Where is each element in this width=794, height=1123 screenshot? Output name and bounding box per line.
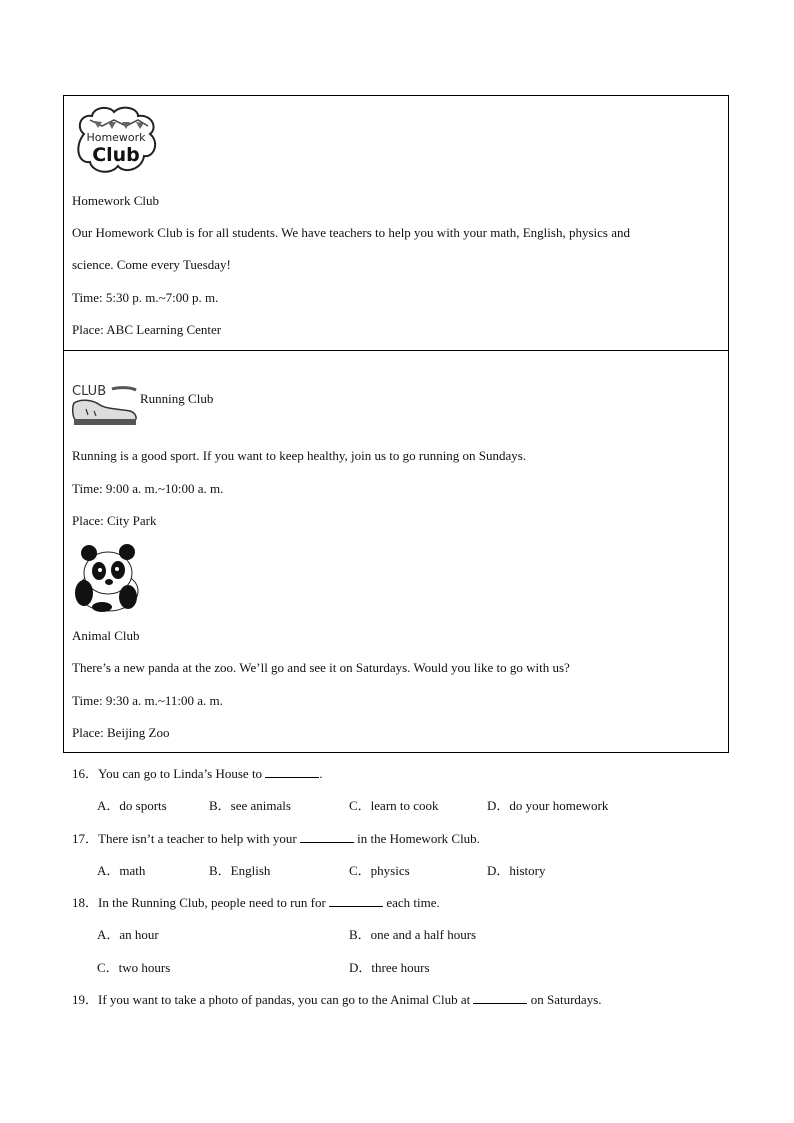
question-17: 17．There isn’t a teacher to help with your in the Homework Club. <box>72 831 480 846</box>
question-17-text: 17．There isn’t a teacher to help with your <box>72 831 300 846</box>
q18-option-c[interactable]: C．two hours <box>97 960 171 975</box>
answer-blank-18[interactable] <box>329 895 383 907</box>
answer-blank-16[interactable] <box>265 766 319 778</box>
question-19: 19．If you want to take a photo of pandas, you can go to the Animal Club at on Saturdays. <box>72 992 602 1007</box>
animal-club-title: Animal Club <box>72 628 140 643</box>
running-club-desc: Running is a good sport. If you want to keep healthy, join us to go running on Sundays. <box>72 448 527 463</box>
running-logo-text: CLUB <box>72 384 107 399</box>
homework-club-desc-line1: Our Homework Club is for all students. We have teachers to help you with your math, English, physics and <box>72 225 630 240</box>
homework-club-desc-line2: science. Come every Tuesday! <box>72 257 231 272</box>
homework-logo-text-bottom: Club <box>92 144 140 166</box>
question-16: 16．You can go to Linda’s House to . <box>72 766 323 781</box>
running-club-place: Place: City Park <box>72 513 157 528</box>
animal-club-desc: There’s a new panda at the zoo. We’ll go and see it on Saturdays. Would you like to go with us? <box>72 660 570 675</box>
homework-club-place: Place: ABC Learning Center <box>72 322 222 337</box>
question-18-text: 18．In the Running Club, people need to run for <box>72 895 330 910</box>
question-19-text: 19．If you want to take a photo of pandas, you can go to the Animal Club at <box>72 992 474 1007</box>
answer-blank-17[interactable] <box>300 831 354 843</box>
answer-blank-19[interactable] <box>473 992 527 1004</box>
q16-option-a[interactable]: A．do sports <box>97 798 167 813</box>
q17-option-b[interactable]: B．English <box>209 863 271 878</box>
panda-icon <box>72 541 142 613</box>
homework-club-box <box>63 95 729 351</box>
q18-option-d[interactable]: D．three hours <box>349 960 430 975</box>
running-shoe-icon <box>72 381 140 429</box>
homework-club-logo <box>72 104 162 176</box>
homework-logo-text-top: Homework <box>86 131 146 144</box>
q16-option-b[interactable]: B．see animals <box>209 798 291 813</box>
running-club-time: Time: 9:00 a. m.~10:00 a. m. <box>72 481 224 496</box>
q17-option-c[interactable]: C．physics <box>349 863 410 878</box>
q16-option-d[interactable]: D．do your homework <box>487 798 609 813</box>
running-club-title: Running Club <box>140 391 214 406</box>
q17-option-a[interactable]: A．math <box>97 863 146 878</box>
q17-option-d[interactable]: D．history <box>487 863 546 878</box>
q18-option-b[interactable]: B．one and a half hours <box>349 927 477 942</box>
q18-option-a[interactable]: A．an hour <box>97 927 159 942</box>
question-16-text: 16．You can go to Linda’s House to <box>72 766 266 781</box>
homework-club-title: Homework Club <box>72 193 160 208</box>
animal-club-place: Place: Beijing Zoo <box>72 725 170 740</box>
homework-club-time: Time: 5:30 p. m.~7:00 p. m. <box>72 290 219 305</box>
animal-club-time: Time: 9:30 a. m.~11:00 a. m. <box>72 693 223 708</box>
question-18: 18．In the Running Club, people need to run for each time. <box>72 895 440 910</box>
q16-option-c[interactable]: C．learn to cook <box>349 798 439 813</box>
